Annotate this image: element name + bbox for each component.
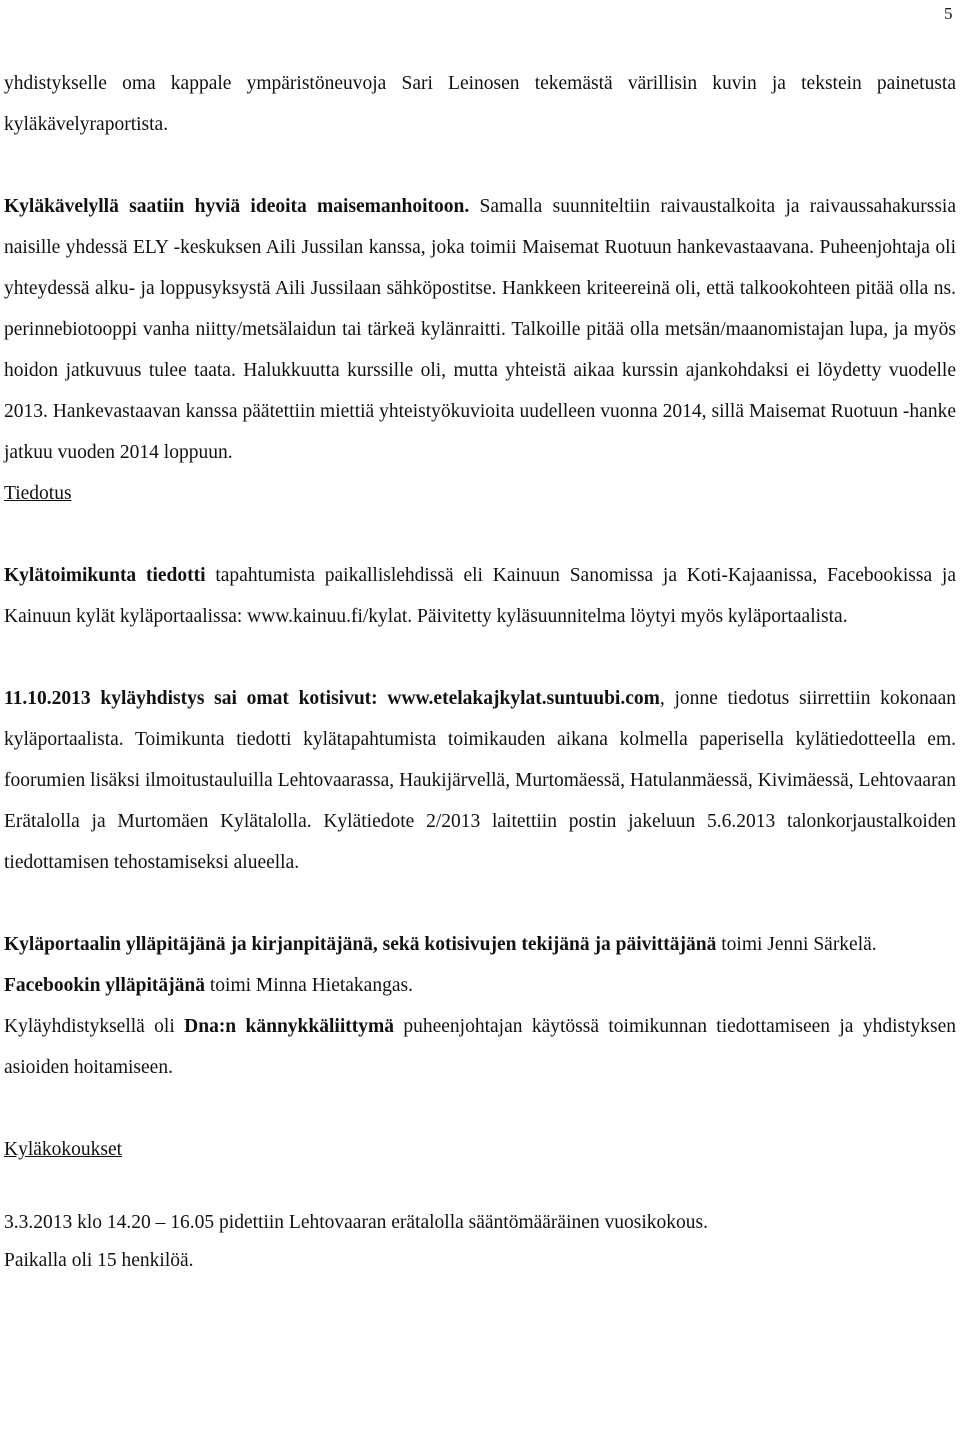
paragraph-bold-lead: Kyläkävelyllä saatiin hyviä ideoita maisemanhoitoon. xyxy=(4,196,470,217)
section-heading-tiedotus xyxy=(4,473,956,514)
paragraph-bold-lead: Facebookin ylläpitäjänä xyxy=(4,975,205,996)
paragraph-text: 3.3.2013 klo 14.20 – 16.05 pidettiin Lehtovaaran erätalolla sääntömääräinen vuosikokous. xyxy=(4,1212,708,1233)
blank-line xyxy=(4,1170,956,1204)
paragraph-text: Paikalla oli 15 henkilöä. xyxy=(4,1250,194,1271)
paragraph-text: yhdistykselle oma kappale ympäristöneuvoja Sari Leinosen tekemästä värillisin kuvin ja tekstein painetusta kyläkävelyraportista. xyxy=(4,73,956,135)
paragraph-text: toimi Minna Hietakangas. xyxy=(204,975,413,996)
paragraph-tiedottaminen xyxy=(4,555,956,637)
blank-line xyxy=(4,1088,956,1129)
paragraph-kotisivut xyxy=(4,678,956,883)
paragraph-bold-lead: 11.10.2013 kyläyhdistys sai omat kotisivut: www.etelakajkylat.suntuubi.com xyxy=(4,688,660,709)
paragraph-kylakavely xyxy=(4,186,956,473)
blank-line xyxy=(4,514,956,555)
paragraph-facebook xyxy=(4,965,956,1006)
heading-text: Tiedotus xyxy=(4,483,72,504)
blank-line xyxy=(4,145,956,186)
paragraph-vuosikokous xyxy=(4,1204,956,1242)
paragraph-text: toimi Jenni Särkelä. xyxy=(716,934,877,955)
blank-line xyxy=(4,637,956,678)
paragraph-continuation xyxy=(4,63,956,145)
heading-text: Kyläkokoukset xyxy=(4,1139,123,1160)
paragraph-puhelin xyxy=(4,1006,956,1088)
blank-line xyxy=(4,883,956,924)
paragraph-kyla-portaali xyxy=(4,924,956,965)
section-heading-kylakokoukset xyxy=(4,1129,956,1170)
paragraph-bold-lead: Kylätoimikunta tiedotti xyxy=(4,565,206,586)
paragraph-text: Samalla suunniteltiin raivaustalkoita ja raivaussahakurssia naisille yhdessä ELY -keskuksen Aili Jussilan kanssa, joka toimii Maisemat Ruotuun hankevastaavana. Puheenjohtaja oli yhteydessä alku- ja loppusyksystä Aili Jussilaan sähköpostitse. Hankkeen kriteereinä oli, että talkookohteen pitää olla ns. perinnebiotooppi vanha niitty/metsälaidun tai tärkeä kylänraitti. Talkoille pitää olla metsän/maanomistajan lupa, ja myös hoidon jatkuvuus tulee taata. Halukkuutta kurssille oli, mutta yhteistä aikaa kurssin ajankohdaksi ei löydetty vuodelle 2013. Hankevastaavan kanssa päätettiin miettiä yhteistyökuvioita uudelleen vuonna 2014, sillä Maisemat Ruotuun -hanke jatkuu vuoden 2014 loppuun. xyxy=(4,196,956,463)
page-number: 5 xyxy=(944,4,953,23)
paragraph-text: , jonne tiedotus siirrettiin kokonaan kyläportaalista. Toimikunta tiedotti kylätapahtumista toimikauden aikana kolmella paperisella kylätiedotteella em. foorumien lisäksi ilmoitustauluilla Lehtovaarassa, Haukijärvellä, Murtomäessä, Hatulanmäessä, Kivimäessä, Lehtovaaran Erätalolla ja Murtomäen Kylätalolla. Kylätiedote 2/2013 laitettiin postin jakeluun 5.6.2013 talonkorjaustalkoiden tiedottamisen tehostamiseksi alueella. xyxy=(4,688,956,873)
paragraph-osallistujat xyxy=(4,1242,956,1280)
paragraph-bold-inline: Dna:n kännykkäliittymä xyxy=(184,1016,394,1037)
paragraph-bold-lead: Kyläportaalin ylläpitäjänä ja kirjanpitäjänä, sekä kotisivujen tekijänä ja päivittäjänä xyxy=(4,934,717,955)
paragraph-text: tapahtumista paikallislehdissä eli Kainuun Sanomissa ja Koti-Kajaanissa, Facebookissa ja Kainuun kylät kyläportaalissa: www.kainuu.fi/kylat. Päivitetty kyläsuunnitelma löytyi myös kyläportaalista. xyxy=(4,565,956,627)
document-body xyxy=(4,63,956,1280)
paragraph-text: puheenjohtajan käytössä toimikunnan tiedottamiseen ja yhdistyksen asioiden hoitamiseen. xyxy=(4,1016,956,1078)
paragraph-text: Kyläyhdistyksellä oli xyxy=(4,1016,185,1037)
